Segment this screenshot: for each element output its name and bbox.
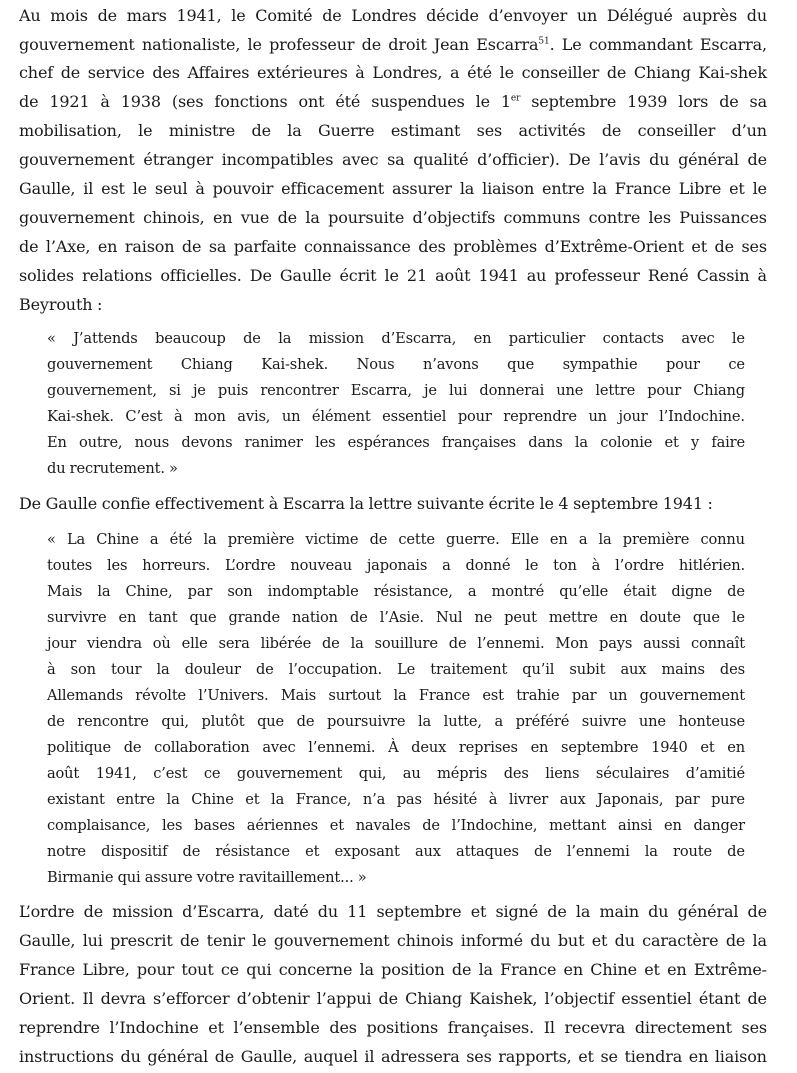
paragraph-1-line-10: solides relations officielles. De Gaulle écrit le 21 août 1941 au professeur René Cassin à xyxy=(19,266,767,285)
paragraph-1-line-3: chef de service des Affaires extérieures à Londres, a été le conseiller de Chiang Kai-shek xyxy=(19,63,767,82)
paragraph-2-line-1: De Gaulle confie effectivement à Escarra la lettre suivante écrite le 4 septembre 1941 : xyxy=(19,494,713,513)
paragraph-1-line-4-text: de 1921 à 1938 (ses fonctions ont été suspendues le 1er septembre 1939 lors de sa xyxy=(19,92,768,111)
quote-2-line-8: de rencontre qui, plutôt que de poursuivre la lutte, a préféré suivre une honteuse xyxy=(47,713,745,730)
paragraph-1-line-6: gouvernement étranger incompatibles avec sa qualité d’officier). De l’avis du général de xyxy=(19,150,767,169)
quote-1-line-4: Kai-shek. C’est à mon avis, un élément essentiel pour reprendre un jour l’Indochine. xyxy=(47,408,745,425)
paragraph-3-line-4: Orient. Il devra s’efforcer d’obtenir l’appui de Chiang Kaishek, l’objectif essentiel étant de xyxy=(19,989,767,1008)
quote-2-line-1: « La Chine a été la première victime de cette guerre. Elle en a la première connu xyxy=(47,531,745,548)
quote-2-line-6: à son tour la douleur de l’occupation. Le traitement qu’il subit aux mains des xyxy=(47,661,745,678)
quote-2-line-3: Mais la Chine, par son indomptable résistance, a montré qu’elle était digne de xyxy=(47,583,745,600)
paragraph-1-line-11: Beyrouth : xyxy=(19,295,103,314)
quote-1-line-1: « J’attends beaucoup de la mission d’Escarra, en particulier contacts avec le xyxy=(47,330,745,347)
quote-2-line-7: Allemands révolte l’Univers. Mais surtout la France est trahie par un gouvernement xyxy=(47,687,745,704)
quote-2-line-12: complaisance, les bases aériennes et navales de l’Indochine, mettant ainsi en danger xyxy=(47,817,745,834)
paragraph-1-line-8: gouvernement chinois, en vue de la poursuite d’objectifs communs contre les Puissances xyxy=(19,208,767,227)
paragraph-3-line-2: Gaulle, lui prescrit de tenir le gouvernement chinois informé du but et du caractère de la xyxy=(19,931,767,950)
paragraph-1-line-1: Au mois de mars 1941, le Comité de Londres décide d’envoyer un Délégué auprès du xyxy=(19,6,767,25)
paragraph-3-line-1: L’ordre de mission d’Escarra, daté du 11 septembre et signé de la main du général de xyxy=(19,902,767,921)
ordinal-superscript: er xyxy=(510,93,521,104)
quote-1-line-5: En outre, nous devons ranimer les espérances françaises dans la colonie et y faire xyxy=(47,434,745,451)
paragraph-1-line-7: Gaulle, il est le seul à pouvoir efficacement assurer la liaison entre la France Libre et le xyxy=(19,179,767,198)
quote-2-line-13: notre dispositif de résistance et exposant aux attaques de l’ennemi la route de xyxy=(47,843,745,860)
paragraph-3-line-6: instructions du général de Gaulle, auquel il adressera ses rapports, et se tiendra en liaison xyxy=(19,1047,767,1066)
paragraph-1-line-2-text: gouvernement nationaliste, le professeur de droit Jean Escarra$^{51}$. Le commandant Escarra, xyxy=(19,35,767,54)
paragraph-1-line-4 xyxy=(19,92,767,111)
quote-1-line-6: du recrutement. » xyxy=(47,460,178,477)
quote-1-line-3: gouvernement, si je puis rencontrer Escarra, je lui donnerai une lettre pour Chiang xyxy=(47,382,745,399)
paragraph-3-line-5: reprendre l’Indochine et l’ensemble des positions françaises. Il recevra directement ses xyxy=(19,1018,767,1037)
paragraph-1-line-9: de l’Axe, en raison de sa parfaite connaissance des problèmes d’Extrême-Orient et de ses xyxy=(19,237,767,256)
quote-1-line-2: gouvernement Chiang Kai-shek. Nous n’avons que sympathie pour ce xyxy=(47,356,745,373)
quote-2-line-11: existant entre la Chine et la France, n’a pas hésité à livrer aux Japonais, par pure xyxy=(47,791,745,808)
quote-2-line-4: survivre en tant que grande nation de l’Asie. Nul ne peut mettre en doute que le xyxy=(47,609,745,626)
paragraph-1-line-5: mobilisation, le ministre de la Guerre estimant ses activités de conseiller d’un xyxy=(19,121,767,140)
quote-2-line-14: Birmanie qui assure votre ravitaillement... » xyxy=(47,869,367,886)
footnote-reference: 51 xyxy=(538,36,550,47)
paragraph-3-line-3: France Libre, pour tout ce qui concerne la position de la France en Chine et en Extrême- xyxy=(19,960,767,979)
quote-2-line-5: jour viendra où elle sera libérée de la souillure de l’ennemi. Mon pays aussi connaît xyxy=(47,635,745,652)
quote-2-line-9: politique de collaboration avec l’ennemi. À deux reprises en septembre 1940 et en xyxy=(47,739,745,756)
quote-2-line-2: toutes les horreurs. L’ordre nouveau japonais a donné le ton à l’ordre hitlérien. xyxy=(47,557,745,574)
paragraph-1-line-2 xyxy=(19,35,767,54)
quote-2-line-10: août 1941, c’est ce gouvernement qui, au mépris des liens séculaires d’amitié xyxy=(47,765,745,782)
